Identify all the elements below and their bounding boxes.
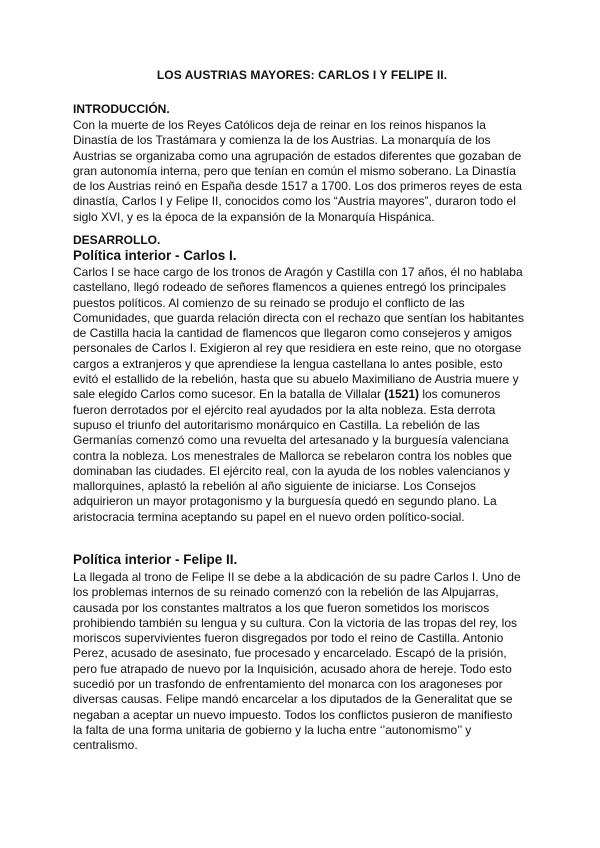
paragraph-line: negaban a aceptar un nuevo impuesto. Todos los conflictos pusieron de manifiesto	[73, 707, 513, 722]
paragraph-line: Germanías comenzó como una revuelta del artesanado y la burguesía valenciana	[73, 433, 509, 448]
paragraph-line: causada por los constantes maltratos a los que fueron sometidos los moriscos	[73, 600, 490, 615]
paragraph-line: diversas causas. Felipe mandó encarcelar a los diputados de la Generalitat que se	[73, 692, 513, 707]
paragraph-line: siglo XVI, y es la época de la expansión de la Monarquía Hispánica.	[73, 209, 435, 224]
introduction-paragraph	[73, 118, 531, 225]
felipe-section-heading: Política interior - Felipe II.	[73, 552, 238, 567]
paragraph-line: fueron derrotados por el ejército real ayudados por la alta nobleza. Esta derrota	[73, 402, 496, 417]
paragraph-line: dominaban las ciudades. El ejército real, con la ayuda de los nobles valencianos y	[73, 463, 510, 478]
paragraph-line: personales de Carlos I. Exigieron al rey que residiera en este reino, que no otorgase	[73, 341, 522, 356]
battle-year: (1521)	[384, 387, 419, 402]
paragraph-line: sucedió por un trasfondo de enfrentamiento del monarca con los aragoneses por	[73, 677, 503, 692]
paragraph-line: Carlos I se hace cargo de los tronos de Aragón y Castilla con 17 años, él no hablaba	[73, 265, 523, 279]
carlos-section-heading: Política interior - Carlos I.	[73, 248, 237, 263]
paragraph-line: de los Austrias reinó en España desde 1517 a 1700. Los dos primeros reyes de esta	[73, 179, 522, 194]
paragraph-line: supuso el triunfo del autoritarismo monárquico en Castilla. La rebelión de las	[73, 417, 480, 432]
development-heading: DESARROLLO.	[73, 233, 161, 247]
paragraph-line: Austrias se organizaba como una agrupación de estados diferentes que gozaban de	[73, 148, 522, 163]
paragraph-line: moriscos supervivientes fueron disgregados por todo el reino de Castilla. Antonio	[73, 631, 504, 646]
paragraph-line: puestos políticos. Al comienzo de su reinado se produjo el conflicto de las	[73, 295, 465, 310]
paragraph-line: mallorquines, aplastó la rebelión al año siguiente de iniciarse. Los Consejos	[73, 479, 476, 494]
paragraph-line: Dinastía de los Trastámara y comienza la de los Austrias. La monarquía de los	[73, 133, 491, 148]
paragraph-line: pero fue atrapado de nuevo por la Inquisición, acusado ahora de hereje. Todo esto	[73, 661, 512, 676]
paragraph-line: de Castilla hacia la cantidad de flamencos que llegaron como consejeros y amigos	[73, 326, 512, 341]
paragraph-line: Con la muerte de los Reyes Católicos deja de reinar en los reinos hispanos la	[73, 118, 486, 132]
paragraph-line: evitó el estallido de la rebelión, hasta que su abuelo Maximiliano de Austria muere y	[73, 372, 519, 387]
paragraph-line: contra la nobleza. Los menestrales de Mallorca se rebelaron contra los nobles que	[73, 448, 512, 463]
paragraph-line	[73, 387, 531, 402]
paragraph-line: dinastía, Carlos I y Felipe II, conocidos como los “Austria mayores”, duraron todo el	[73, 194, 516, 209]
paragraph-line: aristocracia termina aceptando su papel en el nuevo orden político-social.	[73, 509, 465, 524]
line-text: los comuneros	[418, 387, 501, 402]
felipe-paragraph	[73, 570, 531, 754]
paragraph-line: castellano, llegó rodeado de señores flamencos a quienes entregó los principales	[73, 280, 506, 295]
paragraph-line: la falta de una forma unitaria de gobierno y la lucha entre ‘’autonomismo’’ y	[73, 722, 472, 737]
paragraph-line: gran autonomía interna, pero que tenían en común el mismo soberano. La Dinastía	[73, 163, 516, 178]
paragraph-line: prohibiendo también su lengua y su cultura. Con la victoria de las tropas del rey, los	[73, 615, 518, 630]
paragraph-line: adquirieron un mayor protagonismo y la burguesía quedó en segundo plano. La	[73, 494, 497, 509]
line-text: sale elegido Carlos como sucesor. En la batalla de Villalar	[73, 387, 385, 402]
carlos-paragraph	[73, 265, 531, 525]
paragraph-line: La llegada al trono de Felipe II se debe a la abdicación de su padre Carlos I. Uno de	[73, 570, 521, 584]
document-title: LOS AUSTRIAS MAYORES: CARLOS I Y FELIPE II.	[156, 68, 448, 82]
paragraph-line: Perez, acusado de asesinato, fue procesado y encarcelado. Escapó de la prisión,	[73, 646, 507, 661]
paragraph-line: Comunidades, que guarda relación directa con el rechazo que sentían los habitantes	[73, 310, 524, 325]
paragraph-line: cargos a extranjeros y que aprendiese la lengua castellana lo antes posible, esto	[73, 356, 503, 371]
introduction-heading: INTRODUCCIÓN.	[73, 102, 170, 116]
paragraph-line: los problemas internos de su reinado comenzó con la rebelión de las Alpujarras,	[73, 585, 499, 600]
paragraph-line: centralismo.	[73, 738, 138, 753]
